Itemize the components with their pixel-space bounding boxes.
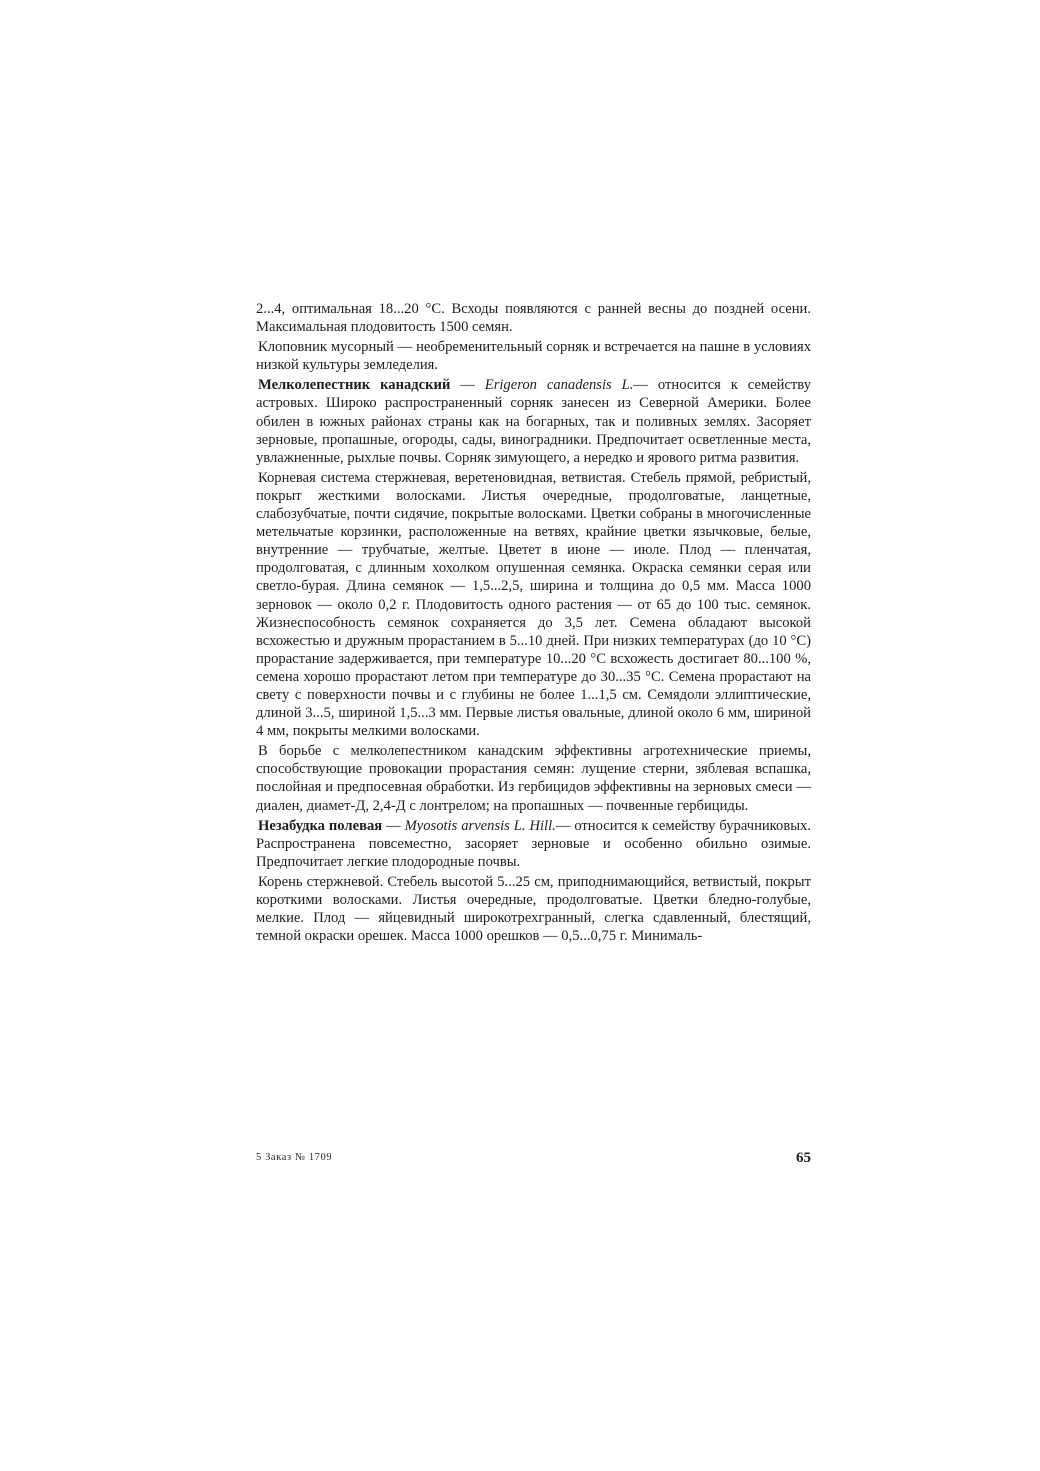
- page-footer: [256, 1152, 811, 1172]
- paragraph-3-body: — относится к семейству астровых. Широко распространенный сорняк занесен из Северной Америки. Более обилен в южных районах страны как на богарных, так и поливных землях. Засоряет зерновые, пропашные, огороды, сады, виноградники. Предпочитает осветленные места, увлажненные, рыхлые почвы. Сорняк зимующего, а нередко и ярового ритма развития.: [256, 377, 811, 466]
- paragraph-4: Корневая система стержневая, веретеновидная, ветвистая. Стебель прямой, ребристый, покрыт жесткими волосками. Листья очередные, продолговатые, ланцетные, слабозубчатые, почти сидячие, покрытые волосками. Цветки собраны в многочисленные метельчатые корзинки, расположенные на ветвях, крайние цветки язычковые, белые, внутренние — трубчатые, желтые. Цветет в июне — июле. Плод — пленчатая, продолговатая, с длинным хохолком опушенная семянка. Окраска семянки серая или светло-бурая. Длина семянок — 1,5...2,5, ширина и толщина до 0,5 мм. Масса 1000 зерновок — около 0,2 г. Плодовитость одного растения — от 65 до 100 тыс. семянок. Жизнеспособность семянок сохраняется до 3,5 лет. Семена обладают высокой всхожестью и дружным прорастанием в 5...10 дней. При низких температурах (до 10 °С) прорастание задерживается, при температуре 10...20 °С всхожесть достигает 80...100 %, семена хорошо прорастают летом при температуре до 30...35 °С. Семена прорастают на свету с поверхности почвы и с глубины не более 1...1,5 см. Семядоли эллиптические, длиной 3...5, шириной 1,5...3 мм. Первые листья овальные, длиной около 6 мм, шириной 4 мм, покрыты мелкими волосками.: [256, 469, 811, 740]
- page-body: [256, 300, 811, 945]
- paragraph-3: [256, 376, 811, 466]
- species-heading-erigeron: Мелколепестник канадский: [258, 377, 451, 394]
- species-heading-myosotis: Незабудка полевая: [258, 817, 383, 834]
- heading-dash: —: [382, 817, 405, 834]
- paragraph-5: В борьбе с мелколепестником канадским эффективны агротехнические приемы, способствующие провокации прорастания семян: лущение стерни, зяблевая вспашка, послойная и предпосевная обработки. Из гербицидов эффективны на зерновых смеси — диален, диамет-Д, 2,4-Д с лонтрелом; на пропашных — почвенные гербициды.: [256, 743, 811, 814]
- paragraph-2: Клоповник мусорный — необременительный сорняк и встречается на пашне в условиях низкой культуры земледелия.: [256, 339, 811, 374]
- paragraph-6-body: — относится к семейству бурачниковых. Распространена повсеместно, засоряет зерновые и особенно обильно озимые. Предпочитает легкие плодородные почвы.: [256, 817, 811, 870]
- heading-dash: —: [450, 377, 485, 394]
- latin-name-myosotis: Myosotis arvensis L. Hill.: [404, 817, 556, 834]
- paragraph-7: Корень стержневой. Стебель высотой 5...25 см, приподнимающийся, ветвистый, покрыт короткими волосками. Листья очередные, продолговатые. Цветки бледно-голубые, мелкие. Плод — яйцевидный широкотрехгранный, слегка сдавленный, блестящий, темной окраски орешек. Масса 1000 орешков — 0,5...0,75 г. Минималь-: [256, 873, 811, 945]
- printing-signature: 5 Заказ № 1709: [256, 1152, 333, 1163]
- paragraph-1: 2...4, оптимальная 18...20 °С. Всходы появляются с ранней весны до поздней осени. Максимальная плодовитость 1500 семян.: [256, 301, 811, 336]
- latin-name-erigeron: Erigeron canadensis L.: [484, 377, 634, 394]
- page-number: 65: [796, 1150, 811, 1166]
- paragraph-6: [256, 817, 811, 871]
